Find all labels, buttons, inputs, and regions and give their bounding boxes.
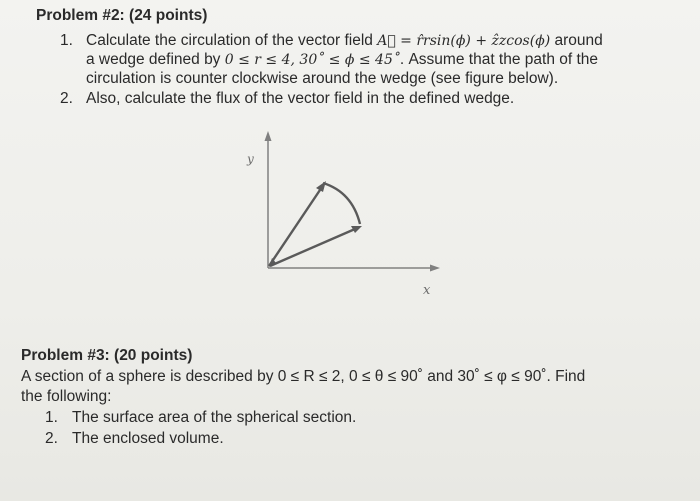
item-1-line-2-text: a wedge defined by <box>86 51 225 68</box>
item-1-line-2-end: . Assume that the path of the <box>399 51 599 68</box>
problem-3-line-1: A section of a sphere is described by 0 ≤ R ≤ 2, 0 ≤ θ ≤ 90˚ and 30˚ ≤ φ ≤ 90˚. Find <box>21 368 586 385</box>
item-1-line-1-text: Calculate the circulation of the vector field <box>86 32 378 49</box>
vector-field-formula: A⃗ = r̂rsin(ϕ) + ẑzcos(ϕ) <box>377 33 551 49</box>
y-axis-arrowhead <box>265 131 272 141</box>
problem-2-item-1-line-3: circulation is counter clockwise around the wedge (see figure below). <box>86 70 559 87</box>
item-1-line-1-end: around <box>550 32 603 49</box>
wedge-arc <box>323 183 360 224</box>
y-axis-label: y <box>247 152 254 166</box>
problem-2-item-2-number: 2. <box>60 90 73 107</box>
wedge-bounds-formula: 0 ≤ r ≤ 4, 30˚ ≤ ϕ ≤ 45˚ <box>224 52 400 68</box>
problem-3-item-1-text: The surface area of the spherical section. <box>72 409 357 426</box>
problem-3-item-2-text: The enclosed volume. <box>72 430 224 447</box>
problem-2-title: Problem #2: (24 points) <box>36 7 208 24</box>
x-axis-label: x <box>423 283 431 298</box>
problem-3-item-1-number: 1. <box>45 409 58 426</box>
problem-2-item-1-number: 1. <box>60 32 73 49</box>
upper-edge-arrowhead <box>316 181 326 192</box>
problem-2-item-2-line-1: Also, calculate the flux of the vector field in the defined wedge. <box>86 90 515 107</box>
problem-3-line-2: the following: <box>21 388 112 405</box>
problem-3-item-2-number: 2. <box>45 430 58 447</box>
problem-3-title: Problem #3: (20 points) <box>21 347 193 364</box>
x-axis-arrowhead <box>430 265 440 272</box>
